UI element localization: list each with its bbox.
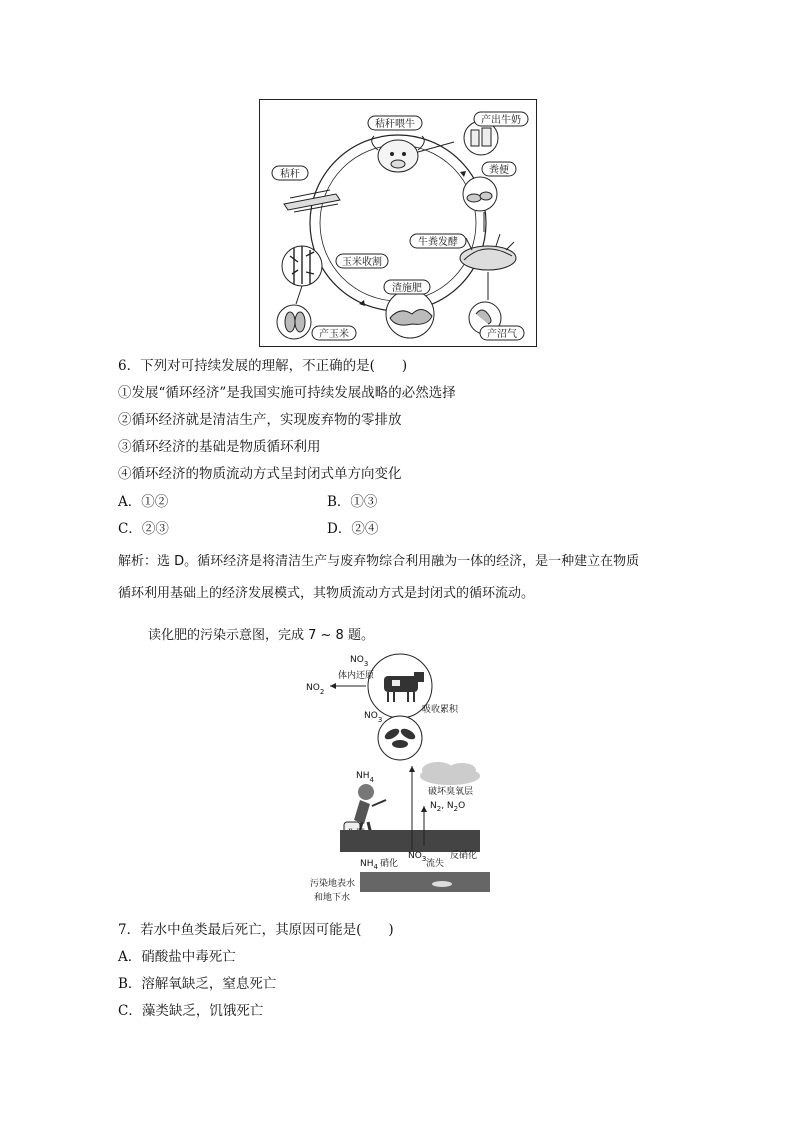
label-nitrification: 硝化 <box>380 859 399 869</box>
label-n2-n2o: $N_2$, $N_2O$ <box>430 801 466 813</box>
label-ozone: 破坏臭氧层 <box>428 787 474 797</box>
label-biogas: 产沼气 <box>487 329 517 340</box>
label-nh4-bottom: $NH_4$ <box>360 859 378 871</box>
corn-cob-icon <box>277 305 311 339</box>
circular-economy-figure <box>259 99 537 347</box>
label-harvest: 玉米收割 <box>342 257 382 268</box>
label-no3-top: $NO_3$ <box>350 655 369 668</box>
fish-icon <box>432 881 452 887</box>
fermentation-icon <box>460 234 516 270</box>
label-nh4: $NH_4$ <box>356 771 374 784</box>
q6-item-1: ①发展“循环经济”是我国实施可持续发展战略的必然选择 <box>118 385 456 401</box>
soil <box>340 830 480 852</box>
q6-item-3: ③循环经济的基础是物质循环利用 <box>118 439 321 455</box>
label-denitrification: 反硝化 <box>450 851 478 861</box>
label-polluted-water-1: 污染地表水 <box>310 879 356 889</box>
q6-solution-line2: 循环利用基础上的经济发展模式，其物质流动方式是封闭式的循环流动。 <box>118 586 535 601</box>
q7-option-b[interactable]: B．溶解氧缺乏，窒息死亡 <box>118 976 277 992</box>
cloud-icon <box>420 762 480 785</box>
water <box>360 872 490 892</box>
label-polluted-water-2: 和地下水 <box>314 893 351 903</box>
label-absorb-accumulate: 吸收累积 <box>422 705 459 715</box>
q6-option-b[interactable]: B．①③ <box>327 494 378 510</box>
label-in-body-reduction: 体内还原 <box>338 671 375 681</box>
manure-icon <box>463 177 497 211</box>
q6-option-a[interactable]: A．①② <box>118 494 169 510</box>
q6-option-d[interactable]: D．②④ <box>327 521 379 537</box>
label-no3-bottom: $NO_3$ <box>408 851 427 863</box>
plant-circle <box>378 716 422 760</box>
pollution-diagram <box>300 650 496 906</box>
q6-item-2: ②循环经济就是清洁生产，实现废弃物的零排放 <box>118 412 402 428</box>
label-straw-feeding: 秸秆喂牛 <box>375 119 415 130</box>
q6-option-c[interactable]: C．②③ <box>118 521 169 537</box>
fertilizer-pollution-figure <box>300 650 496 906</box>
label-milk: 产出牛奶 <box>481 115 521 126</box>
q6-stem: 6．下列对可持续发展的理解，不正确的是( ) <box>118 358 408 374</box>
label-straw: 秸秆 <box>280 169 300 180</box>
cow-head-icon <box>372 136 425 172</box>
label-fertilizer: 渣施肥 <box>392 283 422 294</box>
q6-solution-line1: 解析：选 D。循环经济是将清洁生产与废弃物综合利用融为一体的经济，是一种建立在物质 <box>118 554 640 569</box>
q7-option-c[interactable]: C．藻类缺乏，饥饿死亡 <box>118 1003 264 1019</box>
label-no2: $NO_2$ <box>306 683 325 696</box>
label-fermentation: 牛粪发酵 <box>418 237 458 248</box>
corn-plant-icon <box>282 246 322 286</box>
q7-option-a[interactable]: A．硝酸盐中毒死亡 <box>118 949 236 965</box>
q7-stem: 7．若水中鱼类最后死亡，其原因可能是( ) <box>118 922 394 938</box>
fertilizer-icon <box>386 290 434 338</box>
cycle-diagram <box>260 100 536 346</box>
label-manure: 粪便 <box>489 165 509 176</box>
intro-7-8: 读化肥的污染示意图，完成 7 ~ 8 题。 <box>148 628 374 643</box>
label-no3-mid: $NO_3$ <box>364 711 383 724</box>
straw-icon <box>284 190 340 212</box>
label-runoff: 流失 <box>426 859 445 869</box>
label-corn: 产玉米 <box>319 329 349 340</box>
q6-item-4: ④循环经济的物质流动方式呈封闭式单方向变化 <box>118 466 402 482</box>
